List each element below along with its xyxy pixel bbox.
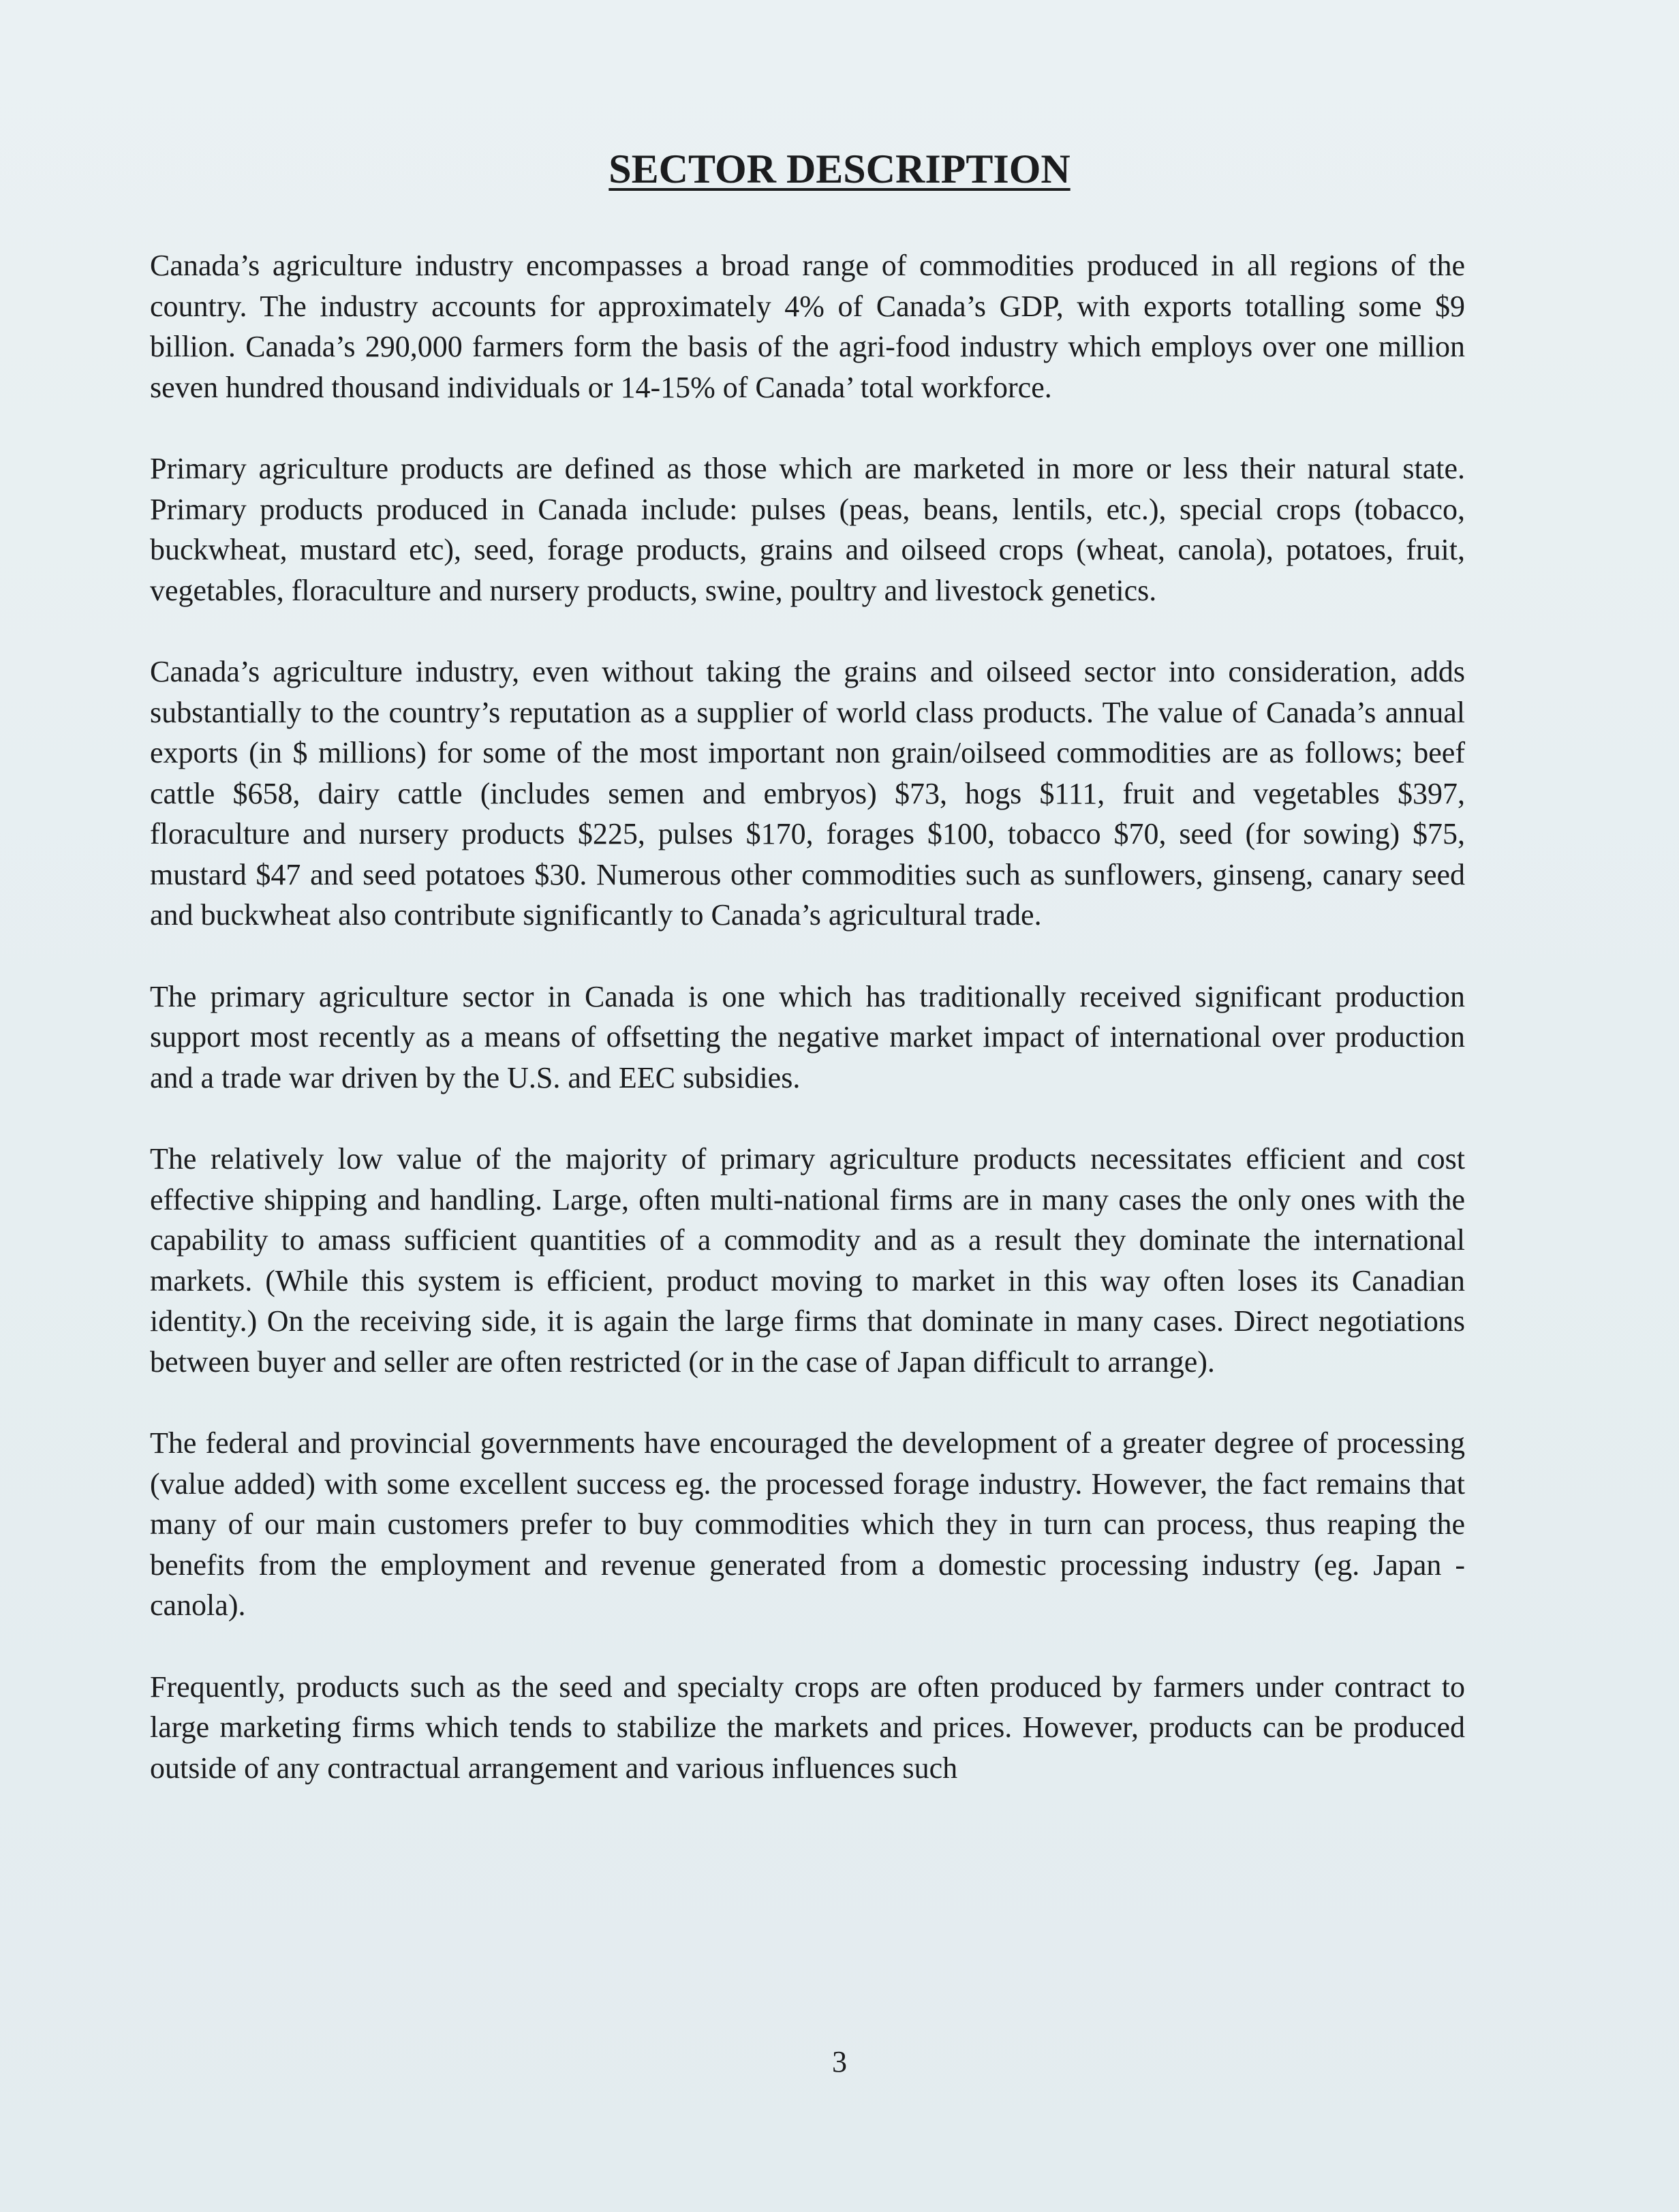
paragraph-overview: Canada’s agriculture industry encompasses a broad range of commodities produced in all regions of the country. The industry accounts for approximately 4% of Canada’s GDP, with exports totalling some $9 billion. Canada’s 290,000 farmers form the basis of the agri-food industry which employs over one million seven hundred thousand individuals or 14-15% of Canada’ total workforce. <box>150 249 1465 404</box>
body-text <box>150 245 1465 1829</box>
paragraph-shipping-handling: The relatively low value of the majority of primary agriculture products necessitates efficient and cost effective shipping and handling. Large, often multi-national firms are in many cases the only ones with the capability to amass sufficient quantities of a commodity and as a result they dominate the international markets. (While this system is efficient, product moving to market in this way often loses its Canadian identity.) On the receiving side, it is again the large firms that dominate in many cases. Direct negotiations between buyer and seller are often restricted (or in the case of Japan difficult to arrange). <box>150 1142 1465 1379</box>
section-title: SECTOR DESCRIPTION <box>609 147 1070 191</box>
paragraph-production-support: The primary agriculture sector in Canada is one which has traditionally received significant production support most recently as a means of offsetting the negative market impact of international over production and a trade war driven by the U.S. and EEC subsidies. <box>150 979 1465 1094</box>
page-number: 3 <box>832 2045 847 2078</box>
paragraph-primary-products: Primary agriculture products are defined as those which are marketed in more or less their natural state. Primary products produced in Canada include: pulses (peas, beans, lentils, etc.), special crops (tobacco, buckwheat, mustard etc), seed, forage products, grains and oilseed crops (wheat, canola), potatoes, fruit, vegetables, floraculture and nursery products, swine, poultry and livestock genetics. <box>150 452 1465 607</box>
paragraph-processing: The federal and provincial governments have encouraged the development of a greater degree of processing (value added) with some excellent success eg. the processed forage industry. However, the fact remains that many of our main customers prefer to buy commodities which they in turn can process, thus reaping the benefits from the employment and revenue generated from a domestic processing industry (eg. Japan - canola). <box>150 1426 1465 1622</box>
paragraph-contract-production: Frequently, products such as the seed and specialty crops are often produced by farmers under contract to large marketing firms which tends to stabilize the markets and prices. However, products can be produced outside of any contractual arrangement and various influences such <box>150 1670 1465 1785</box>
paragraph-exports: Canada’s agriculture industry, even without taking the grains and oilseed sector into consideration, adds substantially to the country’s reputation as a supplier of world class products. The value of Canada’s annual exports (in $ millions) for some of the most important non grain/oilseed commodities are as follows; beef cattle $658, dairy cattle (includes semen and embryos) $73, hogs $111, fruit and vegetables $397, floraculture and nursery products $225, pulses $170, forages $100, tobacco $70, seed (for sowing) $75, mustard $47 and seed potatoes $30. Numerous other commodities such as sunflowers, ginseng, canary seed and buckwheat also contribute significantly to Canada’s agricultural trade. <box>150 655 1465 932</box>
